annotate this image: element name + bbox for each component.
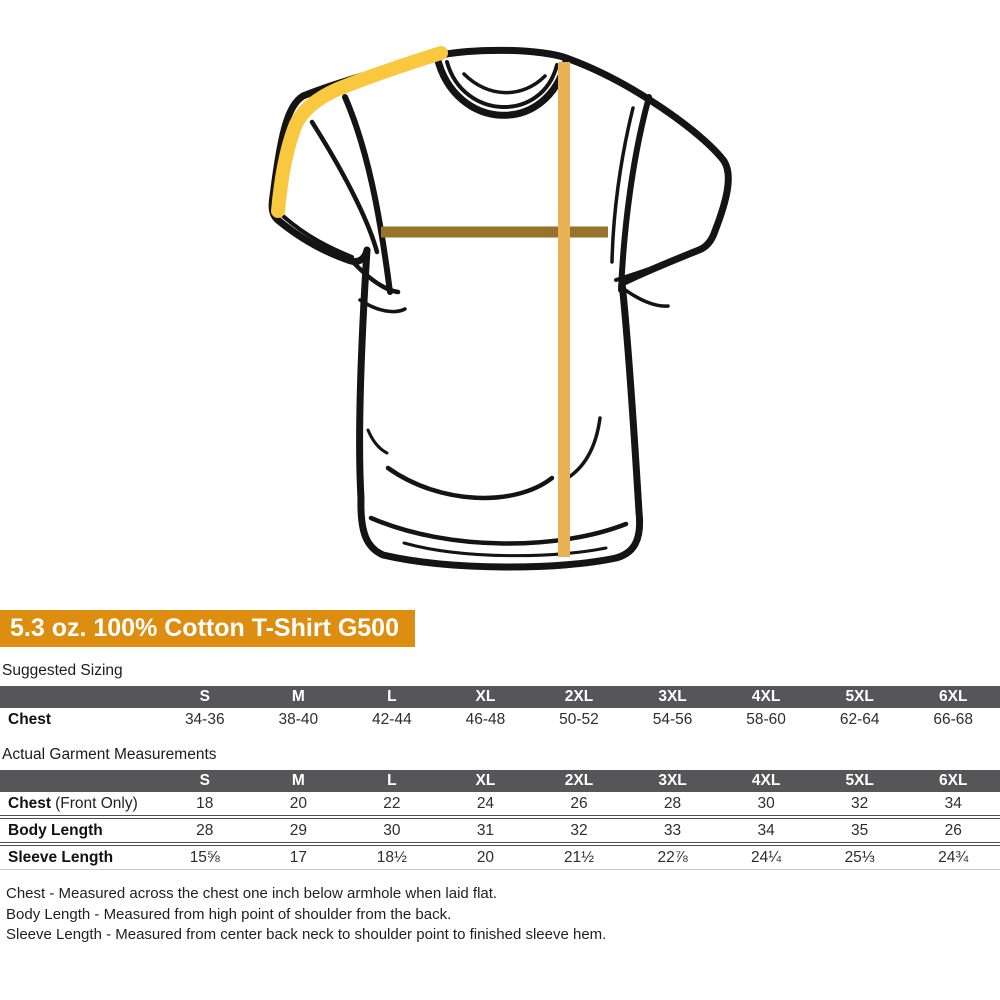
size-header-cell: 4XL [751, 688, 781, 705]
row-label [0, 708, 158, 731]
size-header-cell: 5XL [845, 688, 874, 705]
row-label-bold: Body Length [8, 821, 103, 839]
value-cell: 24¼ [751, 848, 782, 866]
header-spacer [0, 770, 158, 792]
value-cell: 22 [383, 794, 401, 812]
value-cell: 21½ [563, 848, 595, 866]
size-header-cells-2 [158, 770, 1000, 792]
footnote-sleeve-length: Sleeve Length - Measured from center back neck to shoulder point to finished sleeve hem. [6, 926, 607, 943]
tshirt-outline [272, 50, 728, 567]
size-header-cell: 2XL [564, 772, 594, 789]
value-cell: 17 [289, 848, 307, 866]
size-header-cell: S [199, 688, 210, 705]
size-header-cell: 2XL [564, 688, 594, 705]
value-cell: 29 [289, 821, 307, 839]
row-label-bold: Chest [8, 710, 52, 728]
sleeve-length-values [158, 846, 1000, 869]
suggested-chest-values [158, 708, 1000, 731]
value-cell: 58-60 [746, 710, 786, 728]
value-cell: 31 [476, 821, 495, 839]
value-cell: 26 [944, 821, 962, 839]
value-cell: 25⅓ [844, 848, 875, 866]
suggested-sizing-table [0, 686, 1000, 731]
value-cell: 20 [289, 794, 307, 812]
size-header-cell: 3XL [658, 688, 687, 705]
chest-front-only-values [158, 792, 1000, 815]
value-cell: 42-44 [372, 710, 412, 728]
actual-measurements-title: Actual Garment Measurements [2, 746, 217, 763]
value-cell: 15⅝ [189, 848, 220, 866]
value-cell: 34 [757, 821, 775, 839]
suggested-sizing-title: Suggested Sizing [2, 662, 123, 679]
size-header-cell: M [291, 688, 305, 705]
row-label [0, 819, 158, 842]
value-cell: 32 [851, 794, 869, 812]
row-label-bold: Chest [8, 794, 52, 812]
footnote-body-length: Body Length - Measured from high point of shoulder from the back. [6, 905, 452, 923]
row-label [0, 792, 158, 815]
size-header-row-2 [0, 770, 1000, 792]
value-cell: 46-48 [465, 710, 506, 728]
size-header-cell: 5XL [845, 772, 874, 789]
value-cell: 20 [476, 848, 495, 866]
size-header-cell: XL [475, 772, 496, 789]
value-cell: 26 [570, 794, 588, 812]
size-header-row [0, 686, 1000, 708]
suggested-chest-row [0, 708, 1000, 731]
value-cell: 22⅞ [657, 848, 688, 866]
value-cell: 24¾ [938, 848, 969, 866]
size-header-cell: L [387, 688, 397, 705]
value-cell: 28 [196, 821, 214, 839]
value-cell: 33 [663, 821, 682, 839]
value-cell: 18 [196, 794, 214, 812]
row-label-bold: Sleeve Length [8, 848, 114, 866]
size-header-cell: 3XL [658, 772, 687, 789]
value-cell: 62-64 [839, 710, 880, 728]
value-cell: 32 [570, 821, 588, 839]
size-header-cells [158, 686, 1000, 708]
value-cell: 30 [383, 821, 401, 839]
measurement-footnotes [6, 884, 1000, 946]
value-cell: 34 [944, 794, 962, 812]
value-cell: 38-40 [278, 710, 319, 728]
value-cell: 35 [851, 821, 869, 839]
body-length-row [0, 819, 1000, 846]
row-label [0, 846, 158, 869]
actual-measurements-table [0, 770, 1000, 870]
size-header-cell: M [291, 772, 305, 789]
size-header-cell: XL [475, 688, 496, 705]
value-cell: 66-68 [933, 710, 974, 728]
product-banner: 5.3 oz. 100% Cotton T-Shirt G500 [0, 610, 415, 647]
row-label-rest: (Front Only) [55, 794, 138, 812]
value-cell: 24 [476, 794, 495, 812]
body-length-values [158, 819, 1000, 842]
value-cell: 28 [663, 794, 682, 812]
header-spacer [0, 686, 158, 708]
size-header-cell: S [199, 772, 210, 789]
value-cell: 18½ [376, 848, 407, 866]
size-header-cell: L [387, 772, 397, 789]
size-header-cell: 6XL [939, 688, 968, 705]
chest-front-only-row [0, 792, 1000, 819]
size-header-cell: 6XL [939, 772, 968, 789]
sleeve-length-row [0, 846, 1000, 870]
size-header-cell: 4XL [751, 772, 781, 789]
footnote-chest: Chest - Measured across the chest one inch below armhole when laid flat. [6, 885, 498, 902]
value-cell: 50-52 [559, 710, 599, 728]
value-cell: 54-56 [652, 710, 693, 728]
value-cell: 34-36 [184, 710, 225, 728]
value-cell: 30 [757, 794, 775, 812]
